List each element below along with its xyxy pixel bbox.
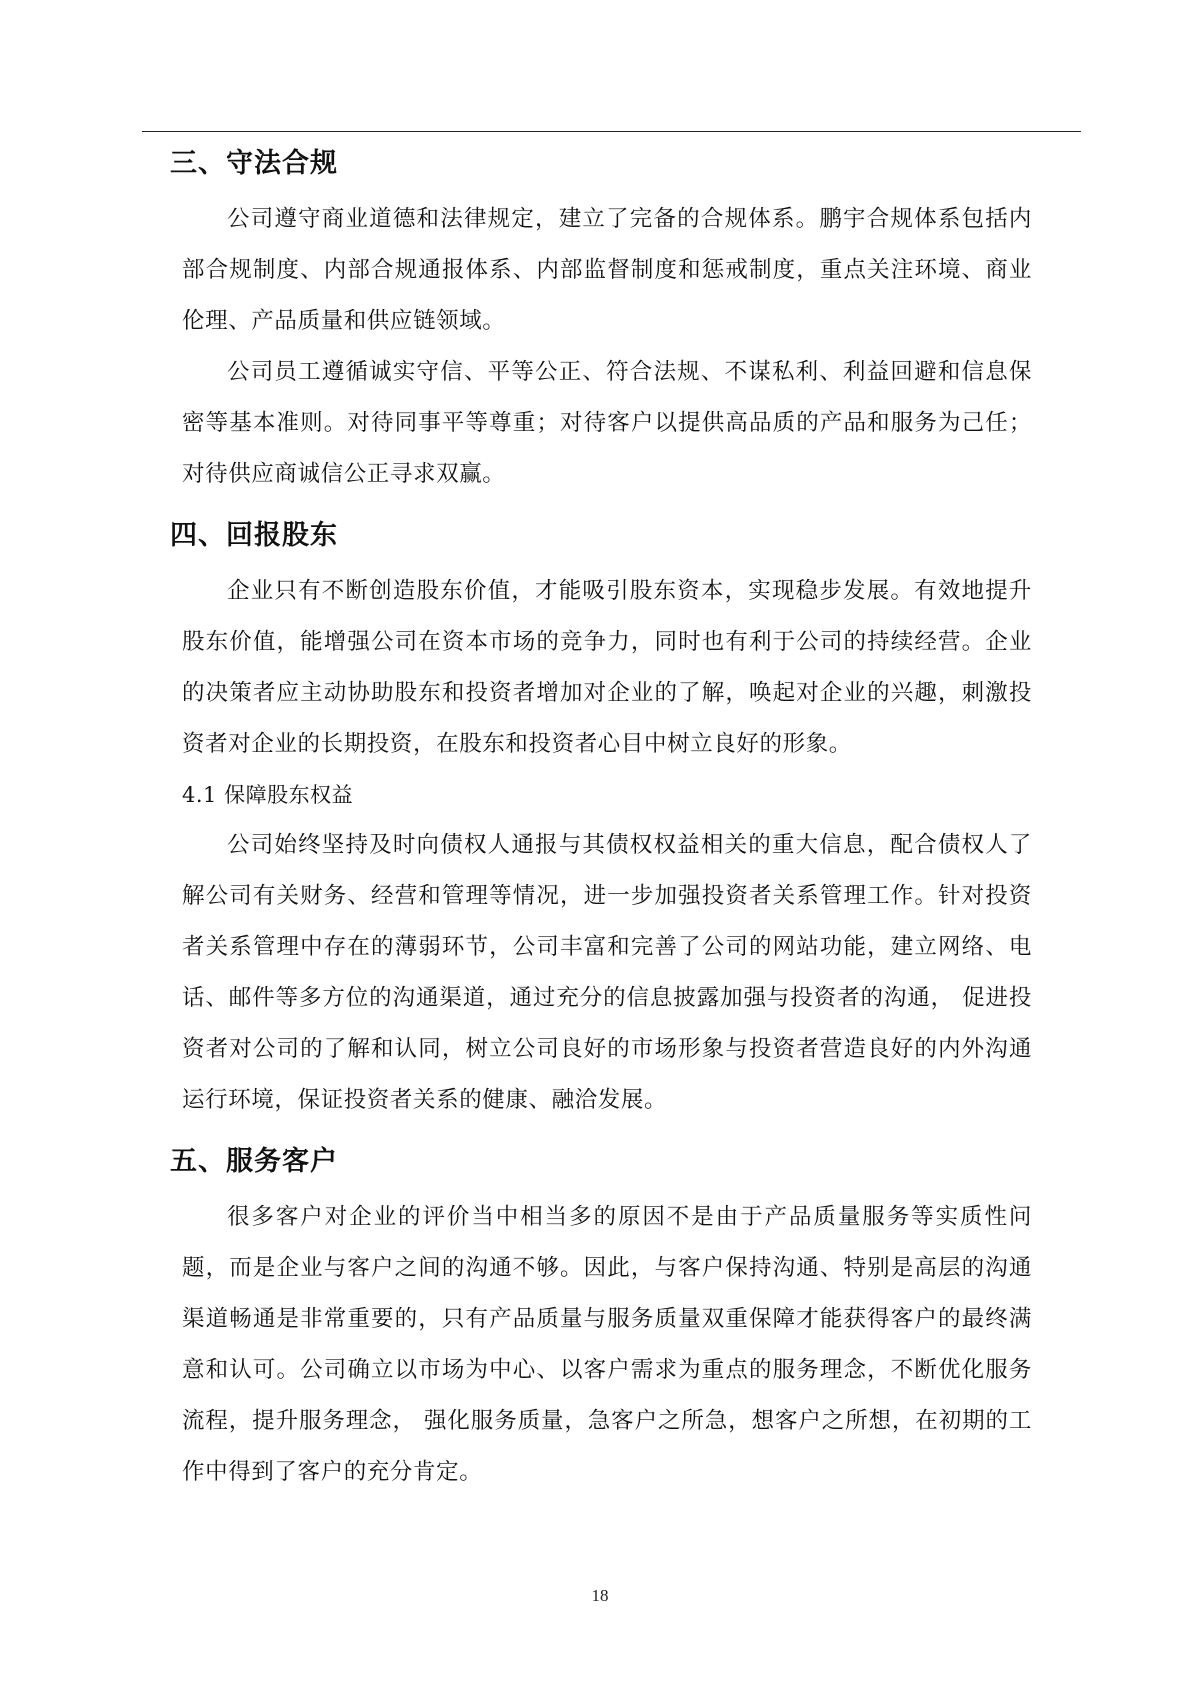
paragraph: 公司始终坚持及时向债权人通报与其债权权益相关的重大信息，配合债权人了解公司有关财务、经营和管理等情况，进一步加强投资者关系管理工作。针对投资者关系管理中存在的薄弱环节，公司丰富和完善了公司的网站功能，建立网络、电话、邮件等多方位的沟通渠道，通过充分的信息披露加强与投资者的沟通， 促进投资者对公司的了解和认同，树立公司良好的市场形象与投资者营造良好的内外沟通运行环境，保证投资者关系的健康、融洽发展。 xyxy=(182,832,1032,1113)
section-heading-compliance: 三、守法合规 xyxy=(170,148,338,179)
section-heading-shareholders: 四、回报股东 xyxy=(170,520,338,551)
paragraph: 很多客户对企业的评价当中相当多的原因不是由于产品质量服务等实质性问题，而是企业与客户之间的沟通不够。因此，与客户保持沟通、特别是高层的沟通渠道畅通是非常重要的，只有产品质量与服务质量双重保障才能获得客户的最终满意和认可。公司确立以市场为中心、以客户需求为重点的服务理念，不断优化服务流程，提升服务理念， 强化服务质量，急客户之所急，想客户之所想，在初期的工作中得到了客户的充分肯定。 xyxy=(182,1204,1032,1485)
page-number: 18 xyxy=(591,1586,609,1605)
section-heading-customers: 五、服务客户 xyxy=(170,1146,338,1177)
paragraph: 公司遵守商业道德和法律规定，建立了完备的合规体系。鹏宇合规体系包括内部合规制度、内部合规通报体系、内部监督制度和惩戒制度，重点关注环境、商业伦理、产品质量和供应链领域。 xyxy=(182,206,1032,334)
subsection-heading: 4.1 保障股东权益 xyxy=(182,783,354,807)
paragraph: 企业只有不断创造股东价值，才能吸引股东资本，实现稳步发展。有效地提升股东价值，能增强公司在资本市场的竞争力，同时也有利于公司的持续经营。企业的决策者应主动协助股东和投资者增加对企业的了解，唤起对企业的兴趣，刺激投资者对企业的长期投资，在股东和投资者心目中树立良好的形象。 xyxy=(182,578,1032,757)
paragraph: 公司员工遵循诚实守信、平等公正、符合法规、不谋私利、利益回避和信息保密等基本准则。对待同事平等尊重；对待客户以提供高品质的产品和服务为己任；对待供应商诚信公正寻求双赢。 xyxy=(182,359,1032,487)
header-rule xyxy=(142,131,1081,132)
page-content xyxy=(170,136,1032,1498)
